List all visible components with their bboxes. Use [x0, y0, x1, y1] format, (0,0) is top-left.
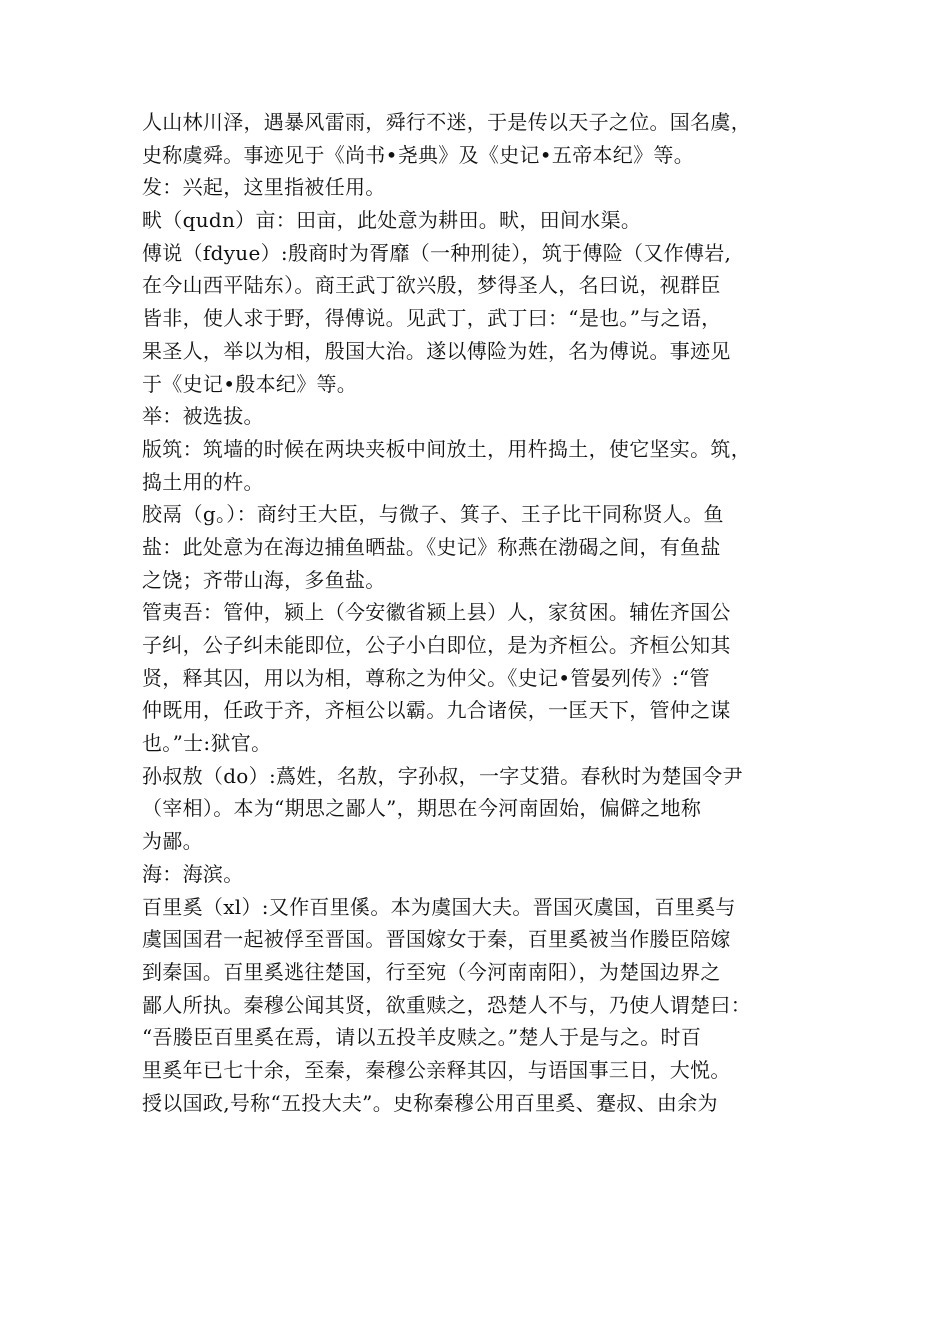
- text-line: 孙叔敖（do）:蔿姓，名敖，字孙叔，一字艾猎。春秋时为楚国令尹: [142, 763, 743, 788]
- text-line: 里奚年已七十余，至秦，秦穆公亲释其囚，与语国事三日，大悦。: [142, 1057, 731, 1082]
- text-line: 傅说（fdyue）:殷商时为胥靡（一种刑徒），筑于傅险（又作傅岩,: [142, 240, 732, 265]
- text-line: 授以国政,号称“五投大夫”。史称秦穆公用百里奚、蹇叔、由余为: [142, 1090, 718, 1115]
- text-line: 皆非，使人求于野，得傅说。见武丁，武丁曰：“是也。”与之语，: [142, 306, 722, 331]
- text-line: 子纠，公子纠未能即位，公子小白即位，是为齐桓公。齐桓公知其: [142, 633, 731, 657]
- text-line: 为鄙。: [142, 829, 203, 854]
- text-line: 海：海滨。: [142, 861, 244, 886]
- text-line: 人山林川泽，遇暴风雷雨，舜行不迷，于是传以天子之位。国名虞，: [142, 110, 751, 134]
- text-line: 盐：此处意为在海边捕鱼晒盐。《史记》称燕在渤碣之间，有鱼盐: [142, 534, 721, 559]
- text-line: 胶鬲（g。）：商纣王大臣，与微子、箕子、王子比干同称贤人。鱼: [142, 502, 724, 527]
- text-line: 果圣人，举以为相，殷国大治。遂以傅险为姓，名为傅说。事迹见: [142, 338, 731, 363]
- text-line: 仲既用，任政于齐，齐桓公以霸。九合诸侯，一匡天下，管仲之谋: [142, 698, 731, 723]
- text-line: 在今山西平陆东）。商王武丁欲兴殷，梦得圣人，名曰说，视群臣: [142, 273, 721, 298]
- text-line: 贤，释其囚，用以为相，尊称之为仲父。《史记•管晏列传》:“管: [142, 665, 710, 690]
- text-line: 举：被选拔。: [142, 404, 264, 429]
- text-line: （宰相）。本为“期思之鄙人”，期思在今河南固始，偏僻之地称: [142, 796, 702, 821]
- text-line: 于《史记•殷本纪》等。: [142, 371, 358, 396]
- text-line: 之饶；齐带山海，多鱼盐。: [142, 567, 386, 592]
- text-line: 百里奚（xl）:又作百里傒。本为虞国大夫。晋国灭虞国，百里奚与: [142, 894, 736, 919]
- text-line: 到秦国。百里奚逃往楚国，行至宛（今河南南阳），为楚国边界之: [142, 959, 721, 984]
- text-line: 虞国国君一起被俘至晋国。晋国嫁女于秦，百里奚被当作媵臣陪嫁: [142, 927, 731, 952]
- text-line: 鄙人所执。秦穆公闻其贤，欲重赎之，恐楚人不与，乃使人谓楚曰：: [142, 992, 751, 1017]
- text-line: 管夷吾：管仲，颍上（今安徽省颍上县）人，家贫困。辅佐齐国公: [142, 600, 731, 625]
- text-line: 发：兴起，这里指被任用。: [142, 175, 386, 200]
- text-line: “吾媵臣百里奚在焉，请以五投羊皮赎之。”楚人于是与之。时百: [142, 1025, 702, 1050]
- text-line: 畎（qudn）亩：田亩，此处意为耕田。畎，田间水渠。: [142, 208, 642, 233]
- text-line: 版筑：筑墙的时候在两块夹板中间放土，用杵捣土，使它坚实。筑，: [142, 436, 751, 461]
- text-line: 史称虞舜。事迹见于《尚书•尧典》及《史记•五帝本纪》等。: [142, 142, 694, 167]
- text-line: 也。”士:狱官。: [142, 731, 272, 756]
- text-line: 捣土用的杵。: [142, 469, 264, 494]
- body-text: [142, 106, 832, 1119]
